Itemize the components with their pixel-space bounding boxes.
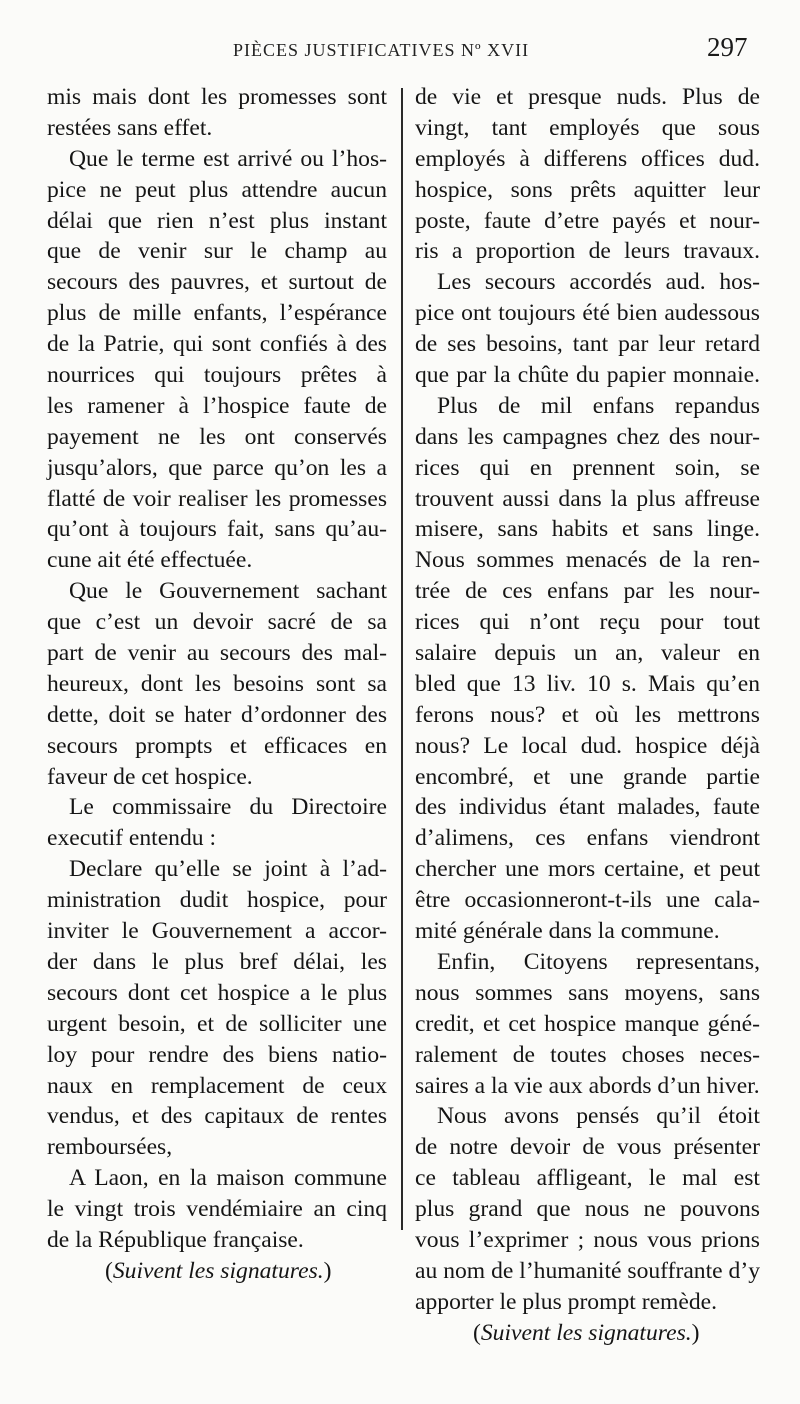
text-line: que de venir sur le champ au	[47, 238, 387, 265]
text-line: vendus, et des capitaux de rentes	[47, 1103, 387, 1130]
signature-line: (Suivent les signatures.)	[105, 1257, 332, 1284]
text-line: secours des pauvres, et surtout de	[47, 269, 387, 296]
text-line: salaire depuis un an, valeur en	[415, 640, 760, 667]
text-line: restées sans effet.	[47, 114, 213, 141]
text-line: credit, et cet hospice manque géné-	[415, 1010, 760, 1037]
text-line: trée de ces enfans par les nour-	[415, 578, 760, 605]
text-line: flatté de voir realiser les promesses	[47, 485, 387, 512]
text-line: qu’ont à toujours fait, sans qu’au-	[47, 516, 387, 543]
text-line: des individus étant malades, faute	[415, 794, 760, 821]
left-column	[47, 82, 387, 1287]
text-line: trouvent aussi dans la plus affreuse	[415, 485, 760, 512]
text-line: jusqu’alors, que parce qu’on les a	[47, 454, 387, 481]
text-line: mité générale dans la commune.	[415, 918, 720, 945]
signature-line: (Suivent les signatures.)	[473, 1319, 700, 1346]
text-line: au nom de l’humanité souffrante d’y	[415, 1257, 760, 1284]
right-column	[415, 82, 760, 1349]
signature-text: Suivent les signatures.	[480, 1319, 692, 1346]
text-line: urgent besoin, et de solliciter une	[47, 1010, 387, 1037]
text-line: encombré, et une grande partie	[415, 763, 760, 790]
text-line: de notre devoir de vous présenter	[415, 1134, 760, 1161]
column-divider	[401, 88, 403, 1230]
text-line: loy pour rendre des biens natio-	[47, 1041, 387, 1068]
text-line: executif entendu :	[47, 825, 217, 852]
text-line: les ramener à l’hospice faute de	[47, 392, 387, 419]
text-line: de vie et presque nuds. Plus de	[415, 84, 760, 110]
text-line: ris a proportion de leurs travaux.	[415, 238, 760, 265]
text-line: heureux, dont les besoins sont sa	[47, 670, 387, 697]
text-line: rices qui en prennent soin, se	[415, 454, 760, 481]
text-line: d’alimens, ces enfans viendront	[415, 825, 760, 852]
text-line: être occasionneront-t-ils une cala-	[415, 887, 760, 914]
page-header	[0, 30, 800, 70]
text-line: mis mais dont les promesses sont	[47, 84, 387, 110]
text-line: hospice, sons prêts aquitter leur	[415, 176, 760, 203]
text-line: apporter le plus prompt remède.	[415, 1288, 718, 1315]
text-line: que c’est un devoir sacré de sa	[47, 609, 387, 636]
text-line: secours prompts et efficaces en	[47, 732, 387, 759]
text-line: ferons nous? et où les mettrons	[415, 701, 760, 728]
running-title: PIÈCES JUSTIFICATIVES Nº XVII	[233, 40, 530, 60]
text-line: faveur de cet hospice.	[47, 763, 253, 790]
text-line: de la République française.	[47, 1226, 304, 1253]
text-line: dans les campagnes chez des nour-	[415, 423, 760, 450]
text-line: pice ont toujours été bien audessous	[415, 300, 760, 327]
text-line: rices qui n’ont reçu pour tout	[415, 609, 760, 636]
text-line: nourrices qui toujours prêtes à	[47, 362, 387, 389]
text-line: saires a la vie aux abords d’un hiver.	[415, 1072, 760, 1099]
text-line: Que le Gouvernement sachant	[69, 578, 387, 605]
text-line: dette, doit se hater d’ordonner des	[47, 701, 387, 728]
text-line: de ses besoins, tant par leur retard	[415, 331, 760, 358]
text-line: Enfin, Citoyens representans,	[437, 948, 760, 975]
page-number: 297	[707, 32, 748, 62]
signature-text: Suivent les signatures.	[112, 1257, 324, 1284]
text-line: Nous sommes menacés de la ren-	[415, 547, 760, 574]
text-line: inviter le Gouvernement a accor-	[47, 918, 387, 945]
text-line: Plus de mil enfans repandus	[437, 392, 760, 419]
text-line: le vingt trois vendémiaire an cinq	[47, 1196, 387, 1223]
text-line: A Laon, en la maison commune	[69, 1165, 387, 1192]
text-line: nous? Le local dud. hospice déjà	[415, 732, 760, 759]
text-line: employés à differens offices dud.	[415, 145, 760, 172]
text-line: Nous avons pensés qu’il étoit	[437, 1103, 760, 1130]
text-line: vingt, tant employés que sous	[415, 114, 760, 141]
text-line: remboursées,	[47, 1134, 173, 1161]
text-line: payement ne les ont conservés	[47, 423, 387, 450]
text-line: cune ait été effectuée.	[47, 547, 253, 574]
text-line: de la Patrie, qui sont confiés à des	[47, 331, 387, 358]
text-line: Que le terme est arrivé ou l’hos-	[69, 145, 387, 172]
text-line: nous sommes sans moyens, sans	[415, 979, 760, 1006]
text-line: poste, faute d’etre payés et nour-	[415, 207, 760, 234]
text-line: Les secours accordés aud. hos-	[437, 269, 760, 296]
text-line: délai que rien n’est plus instant	[47, 207, 387, 234]
text-line: naux en remplacement de ceux	[47, 1072, 387, 1099]
text-line: pice ne peut plus attendre aucun	[47, 176, 387, 203]
text-line: bled que 13 liv. 10 s. Mais qu’en	[415, 670, 760, 697]
text-line: Le commissaire du Directoire	[69, 794, 387, 821]
text-line: que par la chûte du papier monnaie.	[415, 362, 760, 389]
text-line: ministration dudit hospice, pour	[47, 887, 387, 914]
text-line: plus grand que nous ne pouvons	[415, 1196, 760, 1223]
text-line: plus de mille enfants, l’espérance	[47, 300, 387, 327]
text-line: ce tableau affligeant, le mal est	[415, 1165, 760, 1192]
text-line: der dans le plus bref délai, les	[47, 948, 387, 975]
text-line: part de venir au secours des mal-	[47, 640, 387, 667]
text-line: vous l’exprimer ; nous vous prions	[415, 1226, 760, 1253]
text-line: secours dont cet hospice a le plus	[47, 979, 387, 1006]
text-line: chercher une mors certaine, et peut	[415, 856, 760, 883]
text-line: Declare qu’elle se joint à l’ad-	[69, 856, 387, 883]
text-line: misere, sans habits et sans linge.	[415, 516, 760, 543]
text-line: ralement de toutes choses neces-	[415, 1041, 760, 1068]
